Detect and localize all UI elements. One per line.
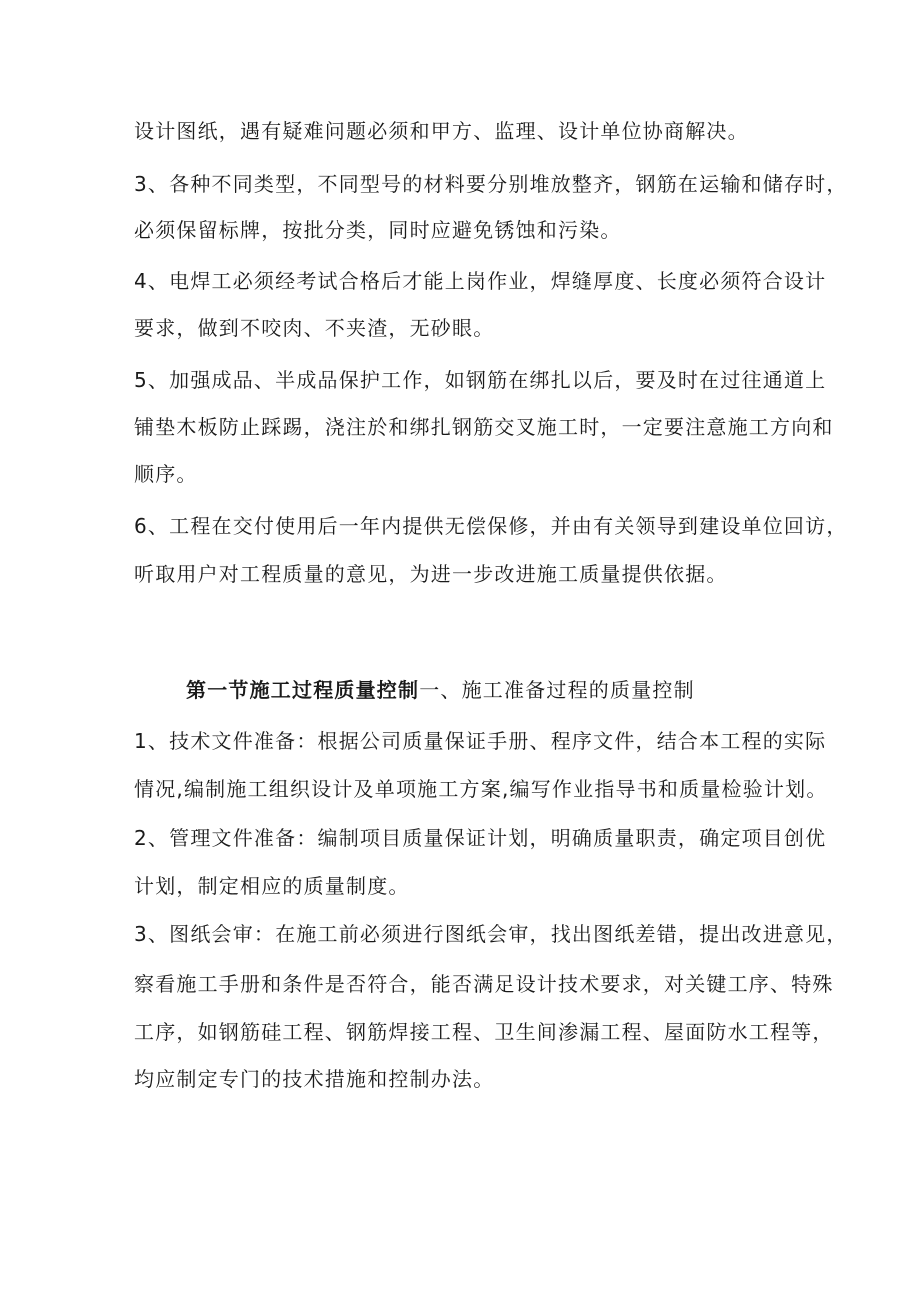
paragraph-line: 要求，做到不咬肉、不夹渣，无砂眼。 bbox=[134, 316, 495, 340]
paragraph-line: 1、技术文件准备：根据公司质量保证手册、程序文件，结合本工程的实际 bbox=[134, 729, 827, 753]
paragraph-line: 5、加强成品、半成品保护工作，如钢筋在绑扎以后，要及时在过往通道上 bbox=[134, 368, 827, 392]
paragraph-line: 察看施工手册和条件是否符合，能否满足设计技术要求，对关键工序、特殊 bbox=[134, 972, 834, 996]
paragraph-line: 听取用户对工程质量的意见，为进一步改进施工质量提供依据。 bbox=[134, 562, 728, 586]
paragraph-line: 工序，如钢筋硅工程、钢筋焊接工程、卫生间渗漏工程、屋面防水工程等， bbox=[134, 1020, 834, 1044]
paragraph-line: 4、电焊工必须经考试合格后才能上岗作业，焊缝厚度、长度必须符合设计 bbox=[134, 269, 827, 293]
section-heading-subtitle: 一、施工准备过程的质量控制 bbox=[419, 678, 695, 702]
paragraph-line: 设计图纸，遇有疑难问题必须和甲方、监理、设计单位协商解决。 bbox=[134, 119, 749, 143]
paragraph-line: 铺垫木板防止踩踢，浇注於和绑扎钢筋交叉施工时，一定要注意施工方向和 bbox=[134, 415, 834, 439]
paragraph-line: 6、工程在交付使用后一年内提供无偿保修，并由有关领导到建设单位回访， bbox=[134, 514, 848, 538]
paragraph-line: 3、图纸会审：在施工前必须进行图纸会审，找出图纸差错，提出改进意见， bbox=[134, 922, 848, 946]
paragraph-line: 3、各种不同类型，不同型号的材料要分别堆放整齐，钢筋在运输和储存时， bbox=[134, 172, 848, 196]
section-heading-title: 第一节施工过程质量控制 bbox=[186, 678, 420, 702]
section-heading bbox=[186, 676, 826, 704]
paragraph-line: 2、管理文件准备：编制项目质量保证计划，明确质量职责，确定项目创优 bbox=[134, 826, 827, 850]
paragraph-line: 必须保留标牌，按批分类，同时应避免锈蚀和污染。 bbox=[134, 218, 622, 242]
paragraph-line: 计划，制定相应的质量制度。 bbox=[134, 874, 410, 898]
paragraph-line: 均应制定专门的技术措施和控制办法。 bbox=[134, 1067, 495, 1091]
paragraph-line: 情况,编制施工组织设计及单项施工方案,编写作业指导书和质量检验计划。 bbox=[134, 777, 828, 801]
paragraph-line: 顺序。 bbox=[134, 462, 198, 486]
